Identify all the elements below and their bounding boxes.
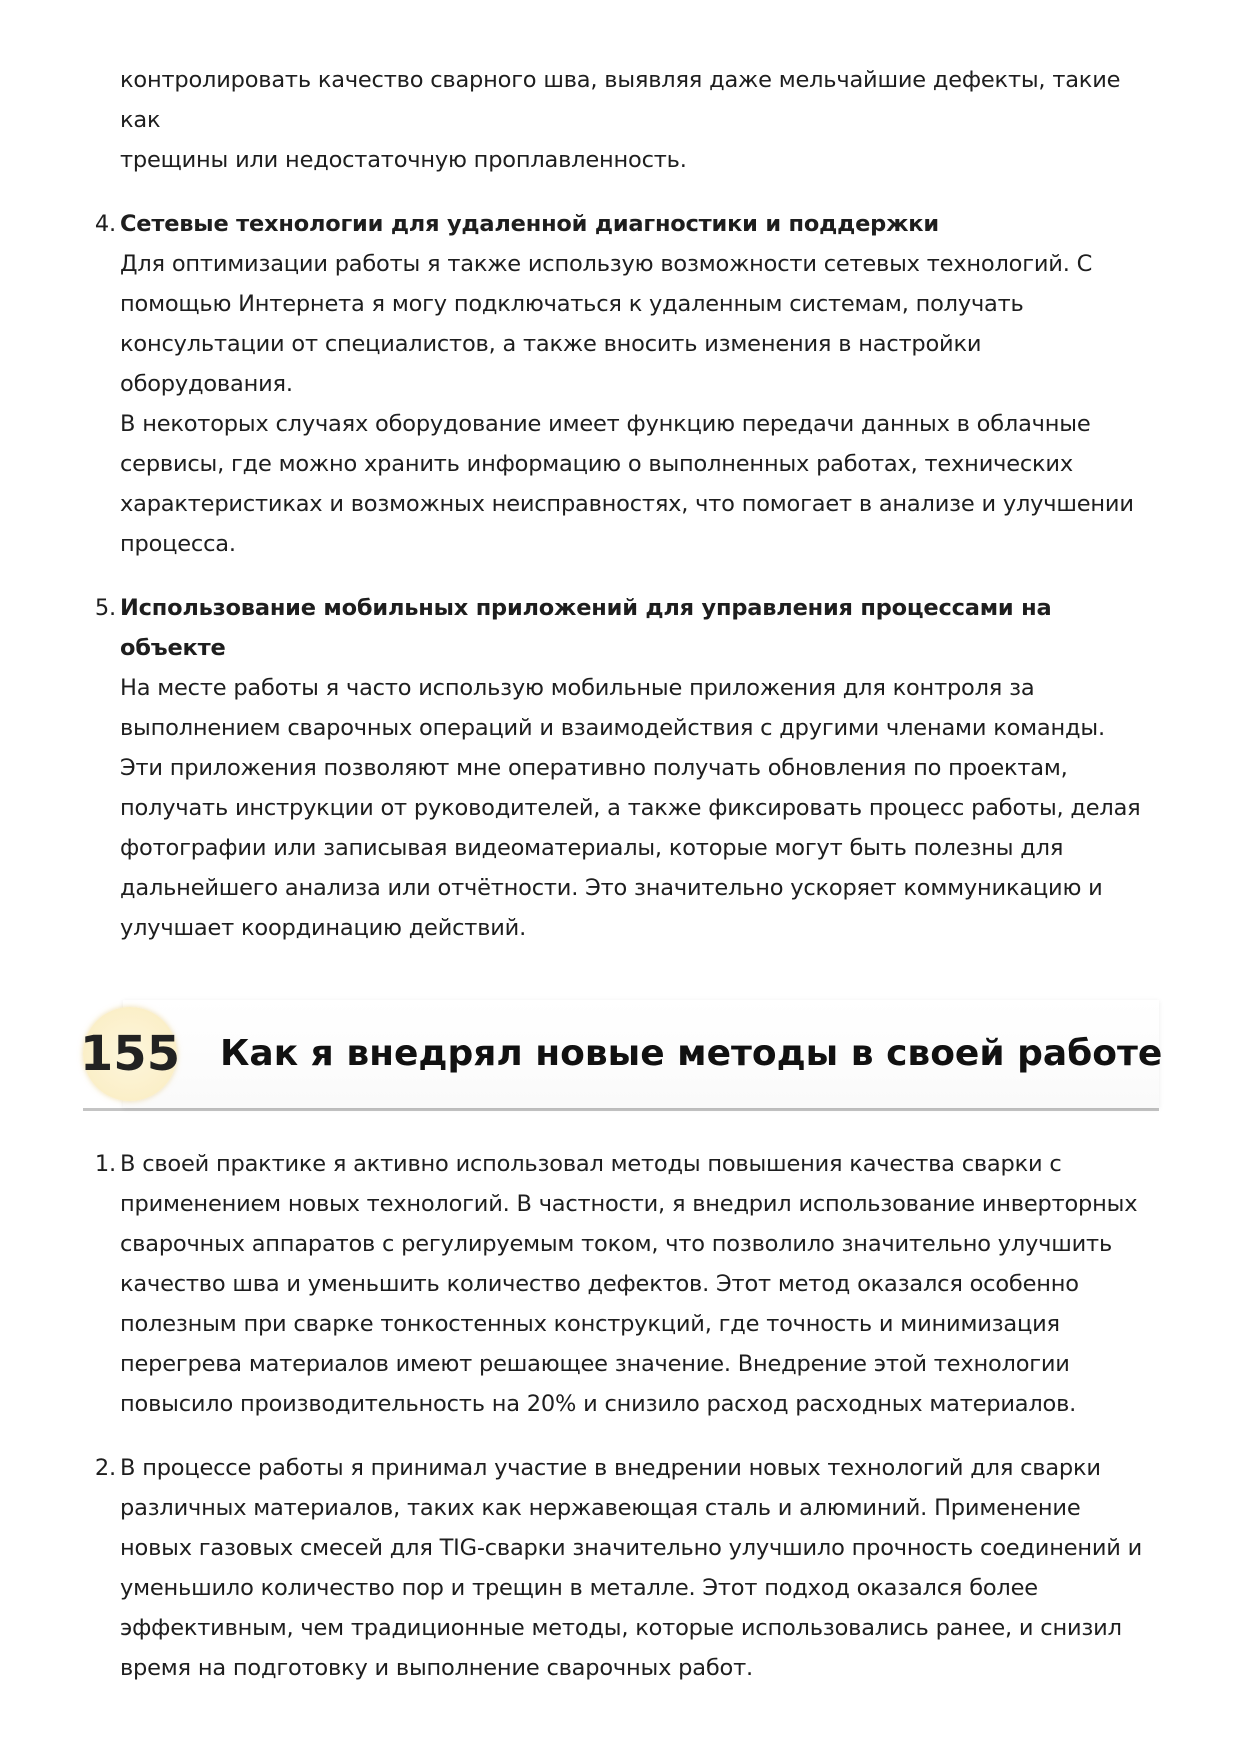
item-text-line: улучшает координацию действий. — [120, 915, 527, 941]
item-text-line: сервисы, где можно хранить информацию о выполненных работах, технических — [120, 451, 1073, 477]
item-text-line: качество шва и уменьшить количество дефектов. Этот метод оказался особенно — [120, 1271, 1079, 1297]
item-text-line: На месте работы я часто использую мобильные приложения для контроля за — [120, 675, 1035, 701]
item-text-line: применением новых технологий. В частности, я внедрил использование инверторных — [120, 1191, 1138, 1217]
item-text-line: полезным при сварке тонкостенных конструкций, где точность и минимизация — [120, 1311, 1060, 1337]
bottom-numbered-list — [94, 1144, 1160, 1688]
item-text-line: сварочных аппаратов с регулируемым током, что позволило значительно улучшить — [120, 1231, 1113, 1257]
item-title: Использование мобильных приложений для управления процессами на объекте — [120, 595, 1052, 661]
item-text-line: время на подготовку и выполнение сварочных работ. — [120, 1655, 753, 1681]
item-text-line: контролировать качество сварного шва, выявляя даже мельчайшие дефекты, такие как — [120, 67, 1121, 133]
section-header — [79, 1000, 1163, 1111]
item-text-line: Эти приложения позволяют мне оперативно получать обновления по проектам, — [120, 755, 1068, 781]
item-text-line: В процессе работы я принимал участие в внедрении новых технологий для сварки — [120, 1455, 1101, 1481]
item-title: Сетевые технологии для удаленной диагностики и поддержки — [120, 211, 939, 237]
section-number: 155 — [79, 1026, 181, 1082]
item-text-line: характеристиках и возможных неисправностях, что помогает в анализе и улучшении — [120, 491, 1134, 517]
list-item-1 — [94, 1144, 1160, 1424]
item-text-line: дальнейшего анализа или отчётности. Это значительно ускоряет коммуникацию и — [120, 875, 1103, 901]
item-text-line: перегрева материалов имеют решающее значение. Внедрение этой технологии — [120, 1351, 1070, 1377]
item-number: 5. — [94, 595, 116, 621]
item-text-line: выполнением сварочных операций и взаимодействия с другими членами команды. — [120, 715, 1105, 741]
item-text-line: различных материалов, таких как нержавеющая сталь и алюминий. Применение — [120, 1495, 1081, 1521]
item-text-line: повысило производительность на 20% и снизило расход расходных материалов. — [120, 1391, 1077, 1417]
item-text-line: консультации от специалистов, а также вносить изменения в настройки оборудования. — [120, 331, 982, 397]
item-text-line: уменьшило количество пор и трещин в металле. Этот подход оказался более — [120, 1575, 1038, 1601]
item-number: 1. — [94, 1151, 116, 1177]
item-text-line: помощью Интернета я могу подключаться к удаленным системам, получать — [120, 291, 1024, 317]
item-text-line: В некоторых случаях оборудование имеет функцию передачи данных в облачные — [120, 411, 1091, 437]
list-item-4 — [94, 204, 1160, 564]
list-item-2 — [94, 1448, 1160, 1688]
item-text-line: фотографии или записывая видеоматериалы, которые могут быть полезны для — [120, 835, 1064, 861]
item-text-line: новых газовых смесей для TIG-сварки значительно улучшило прочность соединений и — [120, 1535, 1143, 1561]
list-item-5 — [94, 588, 1160, 948]
item-number: 4. — [94, 211, 116, 237]
item-text-line: В своей практике я активно использовал методы повышения качества сварки с — [120, 1151, 1062, 1177]
item-text-line: трещины или недостаточную проплавленность. — [120, 147, 687, 173]
section-title: Как я внедрял новые методы в своей работе — [220, 1033, 1163, 1074]
item-text-line: процесса. — [120, 531, 236, 557]
item-text-line: Для оптимизации работы я также использую возможности сетевых технологий. С — [120, 251, 1093, 277]
list-item-3-continuation — [120, 60, 1160, 180]
top-numbered-list — [94, 60, 1160, 948]
item-text-line: получать инструкции от руководителей, а также фиксировать процесс работы, делая — [120, 795, 1141, 821]
item-number: 2. — [94, 1455, 116, 1481]
item-text-line: эффективным, чем традиционные методы, которые использовались ранее, и снизил — [120, 1615, 1122, 1641]
